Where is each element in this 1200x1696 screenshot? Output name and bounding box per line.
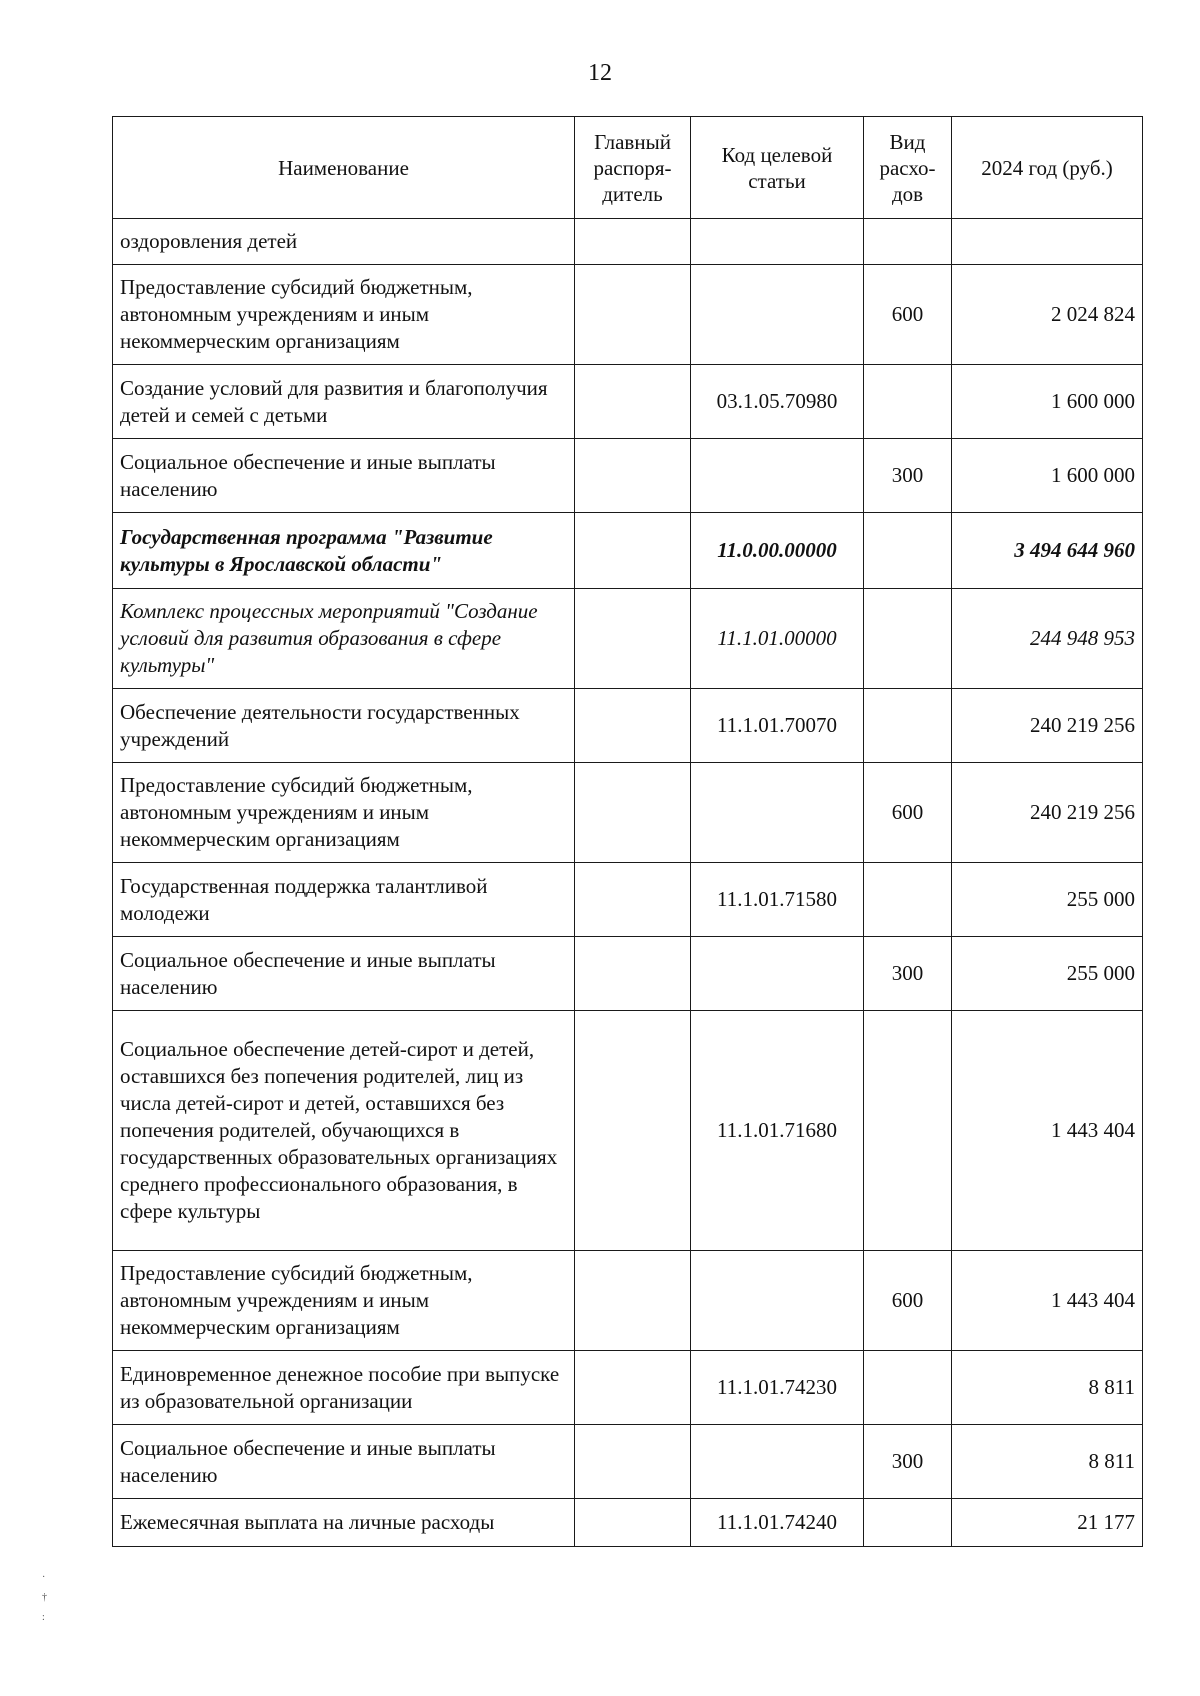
row-type-cell bbox=[864, 863, 952, 937]
row-code-cell: 03.1.05.70980 bbox=[691, 365, 864, 439]
margin-marks: · † : bbox=[42, 1572, 47, 1623]
header-type: Вид расхо-дов bbox=[864, 117, 952, 219]
row-code-cell: 11.1.01.00000 bbox=[691, 589, 864, 689]
row-amount-cell: 3 494 644 960 bbox=[952, 513, 1143, 589]
header-amount: 2024 год (руб.) bbox=[952, 117, 1143, 219]
row-type-cell bbox=[864, 1011, 952, 1251]
row-manager-cell bbox=[575, 937, 691, 1011]
row-name-cell: Ежемесячная выплата на личные расходы bbox=[113, 1499, 575, 1547]
row-type-cell bbox=[864, 1351, 952, 1425]
row-code-cell bbox=[691, 439, 864, 513]
row-manager-cell bbox=[575, 513, 691, 589]
row-type-cell bbox=[864, 589, 952, 689]
row-code-cell: 11.1.01.74230 bbox=[691, 1351, 864, 1425]
row-name-cell: Обеспечение деятельности государственных учреждений bbox=[113, 689, 575, 763]
row-code-cell: 11.1.01.71680 bbox=[691, 1011, 864, 1251]
row-amount-cell: 21 177 bbox=[952, 1499, 1143, 1547]
row-code-cell: 11.0.00.00000 bbox=[691, 513, 864, 589]
row-amount-cell: 1 600 000 bbox=[952, 439, 1143, 513]
row-manager-cell bbox=[575, 763, 691, 863]
row-amount-cell bbox=[952, 219, 1143, 265]
table-row bbox=[113, 763, 1143, 863]
row-code-cell bbox=[691, 219, 864, 265]
row-name-cell: Государственная программа "Развитие культуры в Ярославской области" bbox=[113, 513, 575, 589]
row-manager-cell bbox=[575, 1499, 691, 1547]
budget-table bbox=[112, 116, 1143, 1547]
table-header-row bbox=[113, 117, 1143, 219]
row-amount-cell: 1 600 000 bbox=[952, 365, 1143, 439]
row-code-cell bbox=[691, 265, 864, 365]
header-name: Наименование bbox=[113, 117, 575, 219]
row-type-cell: 600 bbox=[864, 265, 952, 365]
row-manager-cell bbox=[575, 439, 691, 513]
table-body bbox=[113, 219, 1143, 1547]
row-manager-cell bbox=[575, 863, 691, 937]
table-row bbox=[113, 513, 1143, 589]
table-row bbox=[113, 689, 1143, 763]
row-name-cell: Социальное обеспечение и иные выплаты населению bbox=[113, 937, 575, 1011]
row-name-cell: Предоставление субсидий бюджетным, автономным учреждениям и иным некоммерческим организациям bbox=[113, 763, 575, 863]
header-manager: Главный распоря-дитель bbox=[575, 117, 691, 219]
row-code-cell: 11.1.01.74240 bbox=[691, 1499, 864, 1547]
row-amount-cell: 1 443 404 bbox=[952, 1251, 1143, 1351]
row-name-cell: Социальное обеспечение и иные выплаты населению bbox=[113, 1425, 575, 1499]
header-code: Код целевой статьи bbox=[691, 117, 864, 219]
table-row bbox=[113, 219, 1143, 265]
row-type-cell: 600 bbox=[864, 763, 952, 863]
row-manager-cell bbox=[575, 1425, 691, 1499]
row-manager-cell bbox=[575, 219, 691, 265]
row-amount-cell: 8 811 bbox=[952, 1351, 1143, 1425]
table-row bbox=[113, 365, 1143, 439]
table-row bbox=[113, 1351, 1143, 1425]
row-manager-cell bbox=[575, 265, 691, 365]
row-amount-cell: 8 811 bbox=[952, 1425, 1143, 1499]
row-type-cell bbox=[864, 513, 952, 589]
row-name-cell: Комплекс процессных мероприятий "Создание условий для развития образования в сфере культуры" bbox=[113, 589, 575, 689]
row-type-cell bbox=[864, 365, 952, 439]
table-row bbox=[113, 439, 1143, 513]
row-code-cell: 11.1.01.70070 bbox=[691, 689, 864, 763]
row-type-cell bbox=[864, 1499, 952, 1547]
row-name-cell: Единовременное денежное пособие при выпуске из образовательной организации bbox=[113, 1351, 575, 1425]
table-row bbox=[113, 937, 1143, 1011]
row-name-cell: Создание условий для развития и благополучия детей и семей с детьми bbox=[113, 365, 575, 439]
row-code-cell bbox=[691, 937, 864, 1011]
row-name-cell: Государственная поддержка талантливой молодежи bbox=[113, 863, 575, 937]
row-manager-cell bbox=[575, 1251, 691, 1351]
row-type-cell: 300 bbox=[864, 439, 952, 513]
row-type-cell: 300 bbox=[864, 1425, 952, 1499]
row-manager-cell bbox=[575, 1011, 691, 1251]
row-amount-cell: 255 000 bbox=[952, 937, 1143, 1011]
table-row bbox=[113, 1499, 1143, 1547]
row-amount-cell: 240 219 256 bbox=[952, 689, 1143, 763]
row-code-cell bbox=[691, 763, 864, 863]
row-name-cell: Предоставление субсидий бюджетным, автономным учреждениям и иным некоммерческим организациям bbox=[113, 265, 575, 365]
row-amount-cell: 1 443 404 bbox=[952, 1011, 1143, 1251]
row-manager-cell bbox=[575, 589, 691, 689]
table-row bbox=[113, 589, 1143, 689]
table-row bbox=[113, 1251, 1143, 1351]
row-type-cell bbox=[864, 689, 952, 763]
table-row bbox=[113, 863, 1143, 937]
row-code-cell bbox=[691, 1251, 864, 1351]
row-name-cell: Социальное обеспечение и иные выплаты населению bbox=[113, 439, 575, 513]
row-type-cell: 600 bbox=[864, 1251, 952, 1351]
row-code-cell: 11.1.01.71580 bbox=[691, 863, 864, 937]
row-manager-cell bbox=[575, 1351, 691, 1425]
table-row bbox=[113, 265, 1143, 365]
row-manager-cell bbox=[575, 689, 691, 763]
table-row bbox=[113, 1011, 1143, 1251]
page-number: 12 bbox=[588, 60, 612, 86]
row-code-cell bbox=[691, 1425, 864, 1499]
row-type-cell bbox=[864, 219, 952, 265]
row-amount-cell: 2 024 824 bbox=[952, 265, 1143, 365]
row-amount-cell: 244 948 953 bbox=[952, 589, 1143, 689]
table-row bbox=[113, 1425, 1143, 1499]
row-name-cell: оздоровления детей bbox=[113, 219, 575, 265]
row-name-cell: Предоставление субсидий бюджетным, автономным учреждениям и иным некоммерческим организациям bbox=[113, 1251, 575, 1351]
row-amount-cell: 255 000 bbox=[952, 863, 1143, 937]
row-name-cell: Социальное обеспечение детей-сирот и детей, оставшихся без попечения родителей, лиц из числа детей-сирот и детей, оставшихся без попечения родителей, обучающихся в государственных образовательных организациях среднего профессионального образования, в сфере культуры bbox=[113, 1011, 575, 1251]
row-manager-cell bbox=[575, 365, 691, 439]
row-amount-cell: 240 219 256 bbox=[952, 763, 1143, 863]
row-type-cell: 300 bbox=[864, 937, 952, 1011]
